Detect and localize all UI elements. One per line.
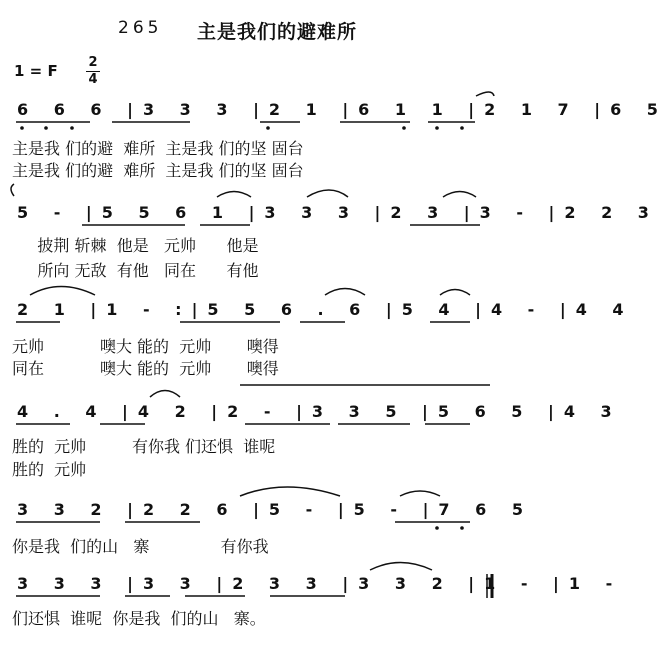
notes-line: [12, 300, 634, 328]
slur: [217, 192, 251, 198]
slur: [11, 184, 14, 196]
lyrics-verse-1: 你是我 们的山 寨 有你我: [12, 537, 269, 556]
time-signature-bottom: 4: [88, 72, 98, 87]
lyrics-verse-1: 主是我 们的避 难所 主是我 们的坚 固台: [12, 139, 304, 158]
key-signature: 1 = F: [14, 62, 58, 80]
notes-line: [12, 500, 533, 528]
lyrics-verse-1: 元帅 噢大 能的 元帅 噢得: [12, 337, 279, 356]
notes-text: 4 . 4 |4 2 |2 - |3 3 5 |5 6 5 |4 3: [17, 402, 622, 421]
notes-line: [12, 203, 659, 231]
lyrics-verse-1: 胜的 元帅 有你我 们还惧 谁呢: [12, 437, 276, 456]
slur: [240, 487, 340, 496]
lyrics-verse-2: 同在 噢大 能的 元帅 噢得: [12, 359, 279, 378]
slur: [30, 287, 95, 296]
slur: [443, 192, 476, 198]
lyrics-verse-1: 披荆 斩棘 他是 元帅 他是: [12, 236, 259, 255]
slur: [307, 190, 348, 197]
lyrics-verse-2: 胜的 元帅: [12, 460, 87, 479]
notes-text: 2 1 |1 - :|5 5 6 . 6 |5 4 |4 - |4 4: [17, 300, 634, 319]
song-title: 主是我们的避难所: [197, 21, 358, 43]
song-number: 265: [118, 18, 163, 38]
notes-text: 5 - |5 5 6 1 |3 3 3 |2 3 |3 - |2 2 3: [17, 203, 659, 222]
slur: [325, 289, 365, 296]
slur: [440, 290, 470, 296]
notes-text: 6 6 6 |3 3 3 |2 1 |6 1 1 |2 1 7 |6 5: [17, 100, 668, 119]
lyrics-verse-2: 所向 无敌 有他 同在 有他: [12, 261, 259, 280]
slur: [400, 491, 440, 496]
notes-line: [12, 100, 668, 128]
notes-text: 3 3 3 |3 3 |2 3 3 |3 3 2 |1 - |1 -: [17, 574, 623, 593]
notes-line: [12, 402, 622, 430]
lyrics-verse-1: 们还惧 谁呢 你是我 们的山 寨。: [12, 609, 266, 628]
time-signature-top: 2: [88, 55, 98, 70]
time-signature: [86, 56, 100, 87]
notes-line: [12, 574, 623, 602]
slur: [370, 563, 432, 571]
notes-text: 3 3 2 |2 2 6 |5 - |5 - |7 6 5: [17, 500, 533, 519]
slur: [150, 391, 180, 398]
lyrics-verse-2: 主是我 们的避 难所 主是我 们的坚 固台: [12, 161, 304, 180]
slur: [476, 92, 494, 96]
